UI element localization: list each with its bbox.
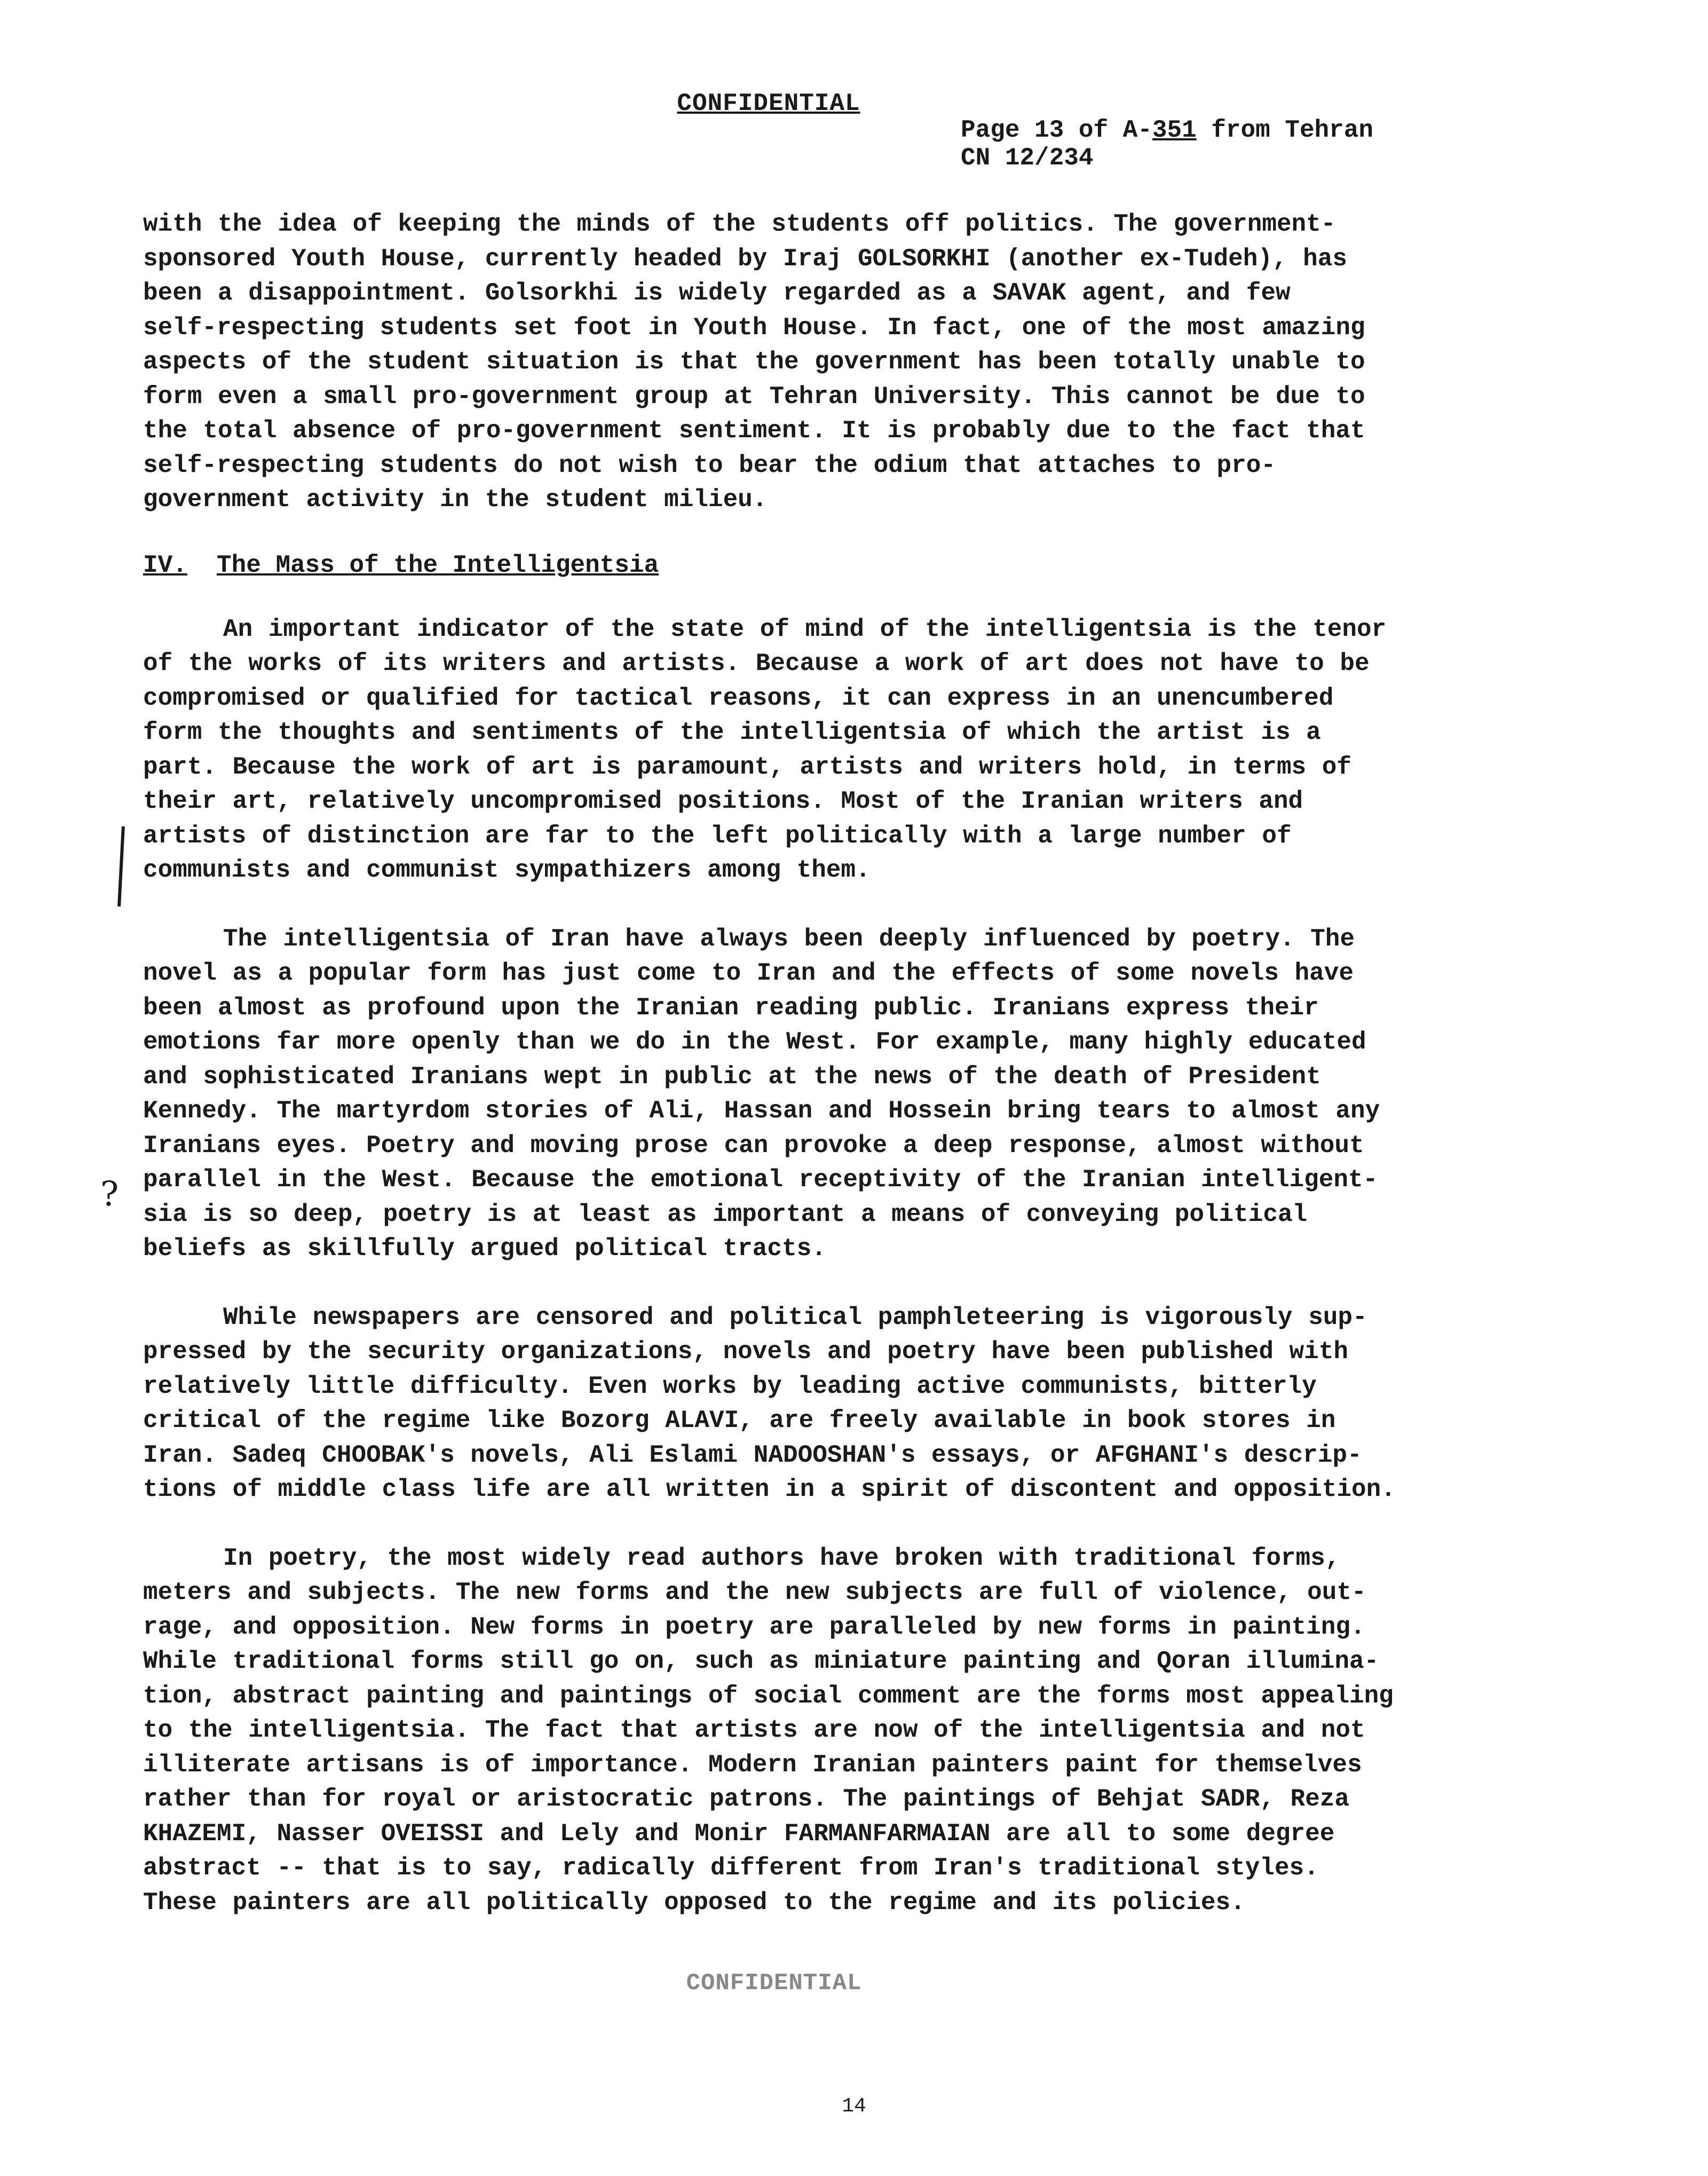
text-line: with the idea of keeping the minds of the students off politics. The government- <box>143 210 1336 238</box>
text-line: form the thoughts and sentiments of the intelligentsia of which the artist is a <box>143 719 1321 746</box>
text-line: to the intelligentsia. The fact that artists are now of the intelligentsia and not <box>143 1716 1365 1744</box>
text-line: Iran. Sadeq CHOOBAK's novels, Ali Eslami NADOOSHAN's essays, or AFGHANI's descrip- <box>143 1441 1362 1469</box>
page-number: 14 <box>842 2095 866 2118</box>
paragraph-censorship <box>143 1300 1547 1507</box>
text-line: tions of middle class life are all written in a spirit of discontent and opposition. <box>143 1476 1396 1503</box>
text-line: artists of distinction are far to the left politically with a large number of <box>143 822 1292 850</box>
section-number: IV. <box>143 551 187 579</box>
text-line: their art, relatively uncompromised positions. Most of the Iranian writers and <box>143 787 1303 815</box>
text-line: In poetry, the most widely read authors have broken with traditional forms, <box>223 1544 1340 1572</box>
paragraph-painting <box>143 1541 1547 1920</box>
paragraph-indicator <box>143 612 1547 888</box>
classification-header: CONFIDENTIAL <box>677 90 860 117</box>
text-line: An important indicator of the state of mind of the intelligentsia is the tenor <box>223 615 1387 643</box>
text-line: of the works of its writers and artists. Because a work of art does not have to be <box>143 650 1370 677</box>
page-reference-line <box>961 116 1494 144</box>
text-line: Iranians eyes. Poetry and moving prose can provoke a deep response, almost without <box>143 1131 1364 1160</box>
text-line: been a disappointment. Golsorkhi is widely regarded as a SAVAK agent, and few <box>143 279 1291 307</box>
text-line: abstract -- that is to say, radically different from Iran's traditional styles. <box>143 1854 1319 1882</box>
page-prefix: Page <box>961 116 1035 144</box>
paragraph-youth-house <box>143 207 1547 517</box>
text-line: critical of the regime like Bozorg ALAVI, are freely available in book stores in <box>143 1407 1336 1434</box>
text-line: meters and subjects. The new forms and the new subjects are full of violence, out- <box>143 1579 1366 1606</box>
page-from: from Tehran <box>1196 116 1373 144</box>
text-line: government activity in the student milieu. <box>143 486 768 514</box>
section-title: The Mass of the Intelligentsia <box>217 551 659 579</box>
text-line: Kennedy. The martyrdom stories of Ali, Hassan and Hossein bring tears to almost any <box>143 1097 1380 1125</box>
text-line: form even a small pro-government group at Tehran University. This cannot be due to <box>143 382 1365 411</box>
text-line: self-respecting students do not wish to bear the odium that attaches to pro- <box>143 451 1276 479</box>
paragraph-poetry <box>143 922 1547 1266</box>
text-line: sia is so deep, poetry is at least as important a means of conveying political <box>143 1200 1308 1228</box>
page-of: of A- <box>1064 116 1152 144</box>
margin-sideline-mark <box>117 826 125 906</box>
text-line: While newspapers are censored and political pamphleteering is vigorously sup- <box>223 1303 1367 1331</box>
text-line: beliefs as skillfully argued political tracts. <box>143 1235 826 1263</box>
text-line: rather than for royal or aristocratic patrons. The paintings of Behjat SADR, Reza <box>143 1785 1349 1813</box>
document-body <box>143 207 1547 1954</box>
text-line: tion, abstract painting and paintings of social comment are the forms most appealing <box>143 1682 1394 1710</box>
page-current: 13 <box>1034 116 1064 144</box>
text-line: parallel in the West. Because the emotional receptivity of the Iranian intelligent- <box>143 1166 1378 1194</box>
text-line: compromised or qualified for tactical reasons, it can express in an unencumbered <box>143 684 1334 712</box>
airgram-number: 351 <box>1152 116 1197 144</box>
cn-line: CN 12/234 <box>961 144 1094 172</box>
text-line: These painters are all politically opposed to the regime and its policies. <box>143 1888 1245 1917</box>
text-line: sponsored Youth House, currently headed by Iraj GOLSORKHI (another ex-Tudeh), has <box>143 245 1347 273</box>
text-line: rage, and opposition. New forms in poetry are paralleled by new forms in painting. <box>143 1613 1365 1641</box>
margin-question-mark: ? <box>100 1174 119 1214</box>
section-heading <box>143 551 1547 579</box>
text-line: aspects of the student situation is that the government has been totally unable to <box>143 348 1365 376</box>
text-line: pressed by the security organizations, novels and poetry have been published with <box>143 1338 1348 1366</box>
text-line: relatively little difficulty. Even works by leading active communists, bitterly <box>143 1372 1317 1400</box>
text-line: illiterate artisans is of importance. Modern Iranian painters paint for themselves <box>143 1751 1362 1779</box>
text-line: self-respecting students set foot in Youth House. In fact, one of the most amazing <box>143 313 1365 342</box>
text-line: KHAZEMI, Nasser OVEISSI and Lely and Monir FARMANFARMAIAN are all to some degree <box>143 1819 1335 1848</box>
text-line: been almost as profound upon the Iranian reading public. Iranians express their <box>143 994 1319 1022</box>
text-line: part. Because the work of art is paramount, artists and writers hold, in terms of <box>143 753 1351 781</box>
text-line: While traditional forms still go on, such as miniature painting and Qoran illumina- <box>143 1647 1379 1675</box>
text-line: novel as a popular form has just come to Iran and the effects of some novels have <box>143 959 1354 987</box>
text-line: the total absence of pro-government sentiment. It is probably due to the fact that <box>143 417 1365 445</box>
classification-footer: CONFIDENTIAL <box>686 1970 862 1997</box>
text-line: The intelligentsia of Iran have always been deeply influenced by poetry. The <box>223 925 1355 953</box>
text-line: communists and communist sympathizers among them. <box>143 856 871 884</box>
reference-block <box>961 116 1494 172</box>
text-line: emotions far more openly than we do in the West. For example, many highly educated <box>143 1028 1366 1056</box>
text-line: and sophisticated Iranians wept in public at the news of the death of President <box>143 1062 1321 1091</box>
